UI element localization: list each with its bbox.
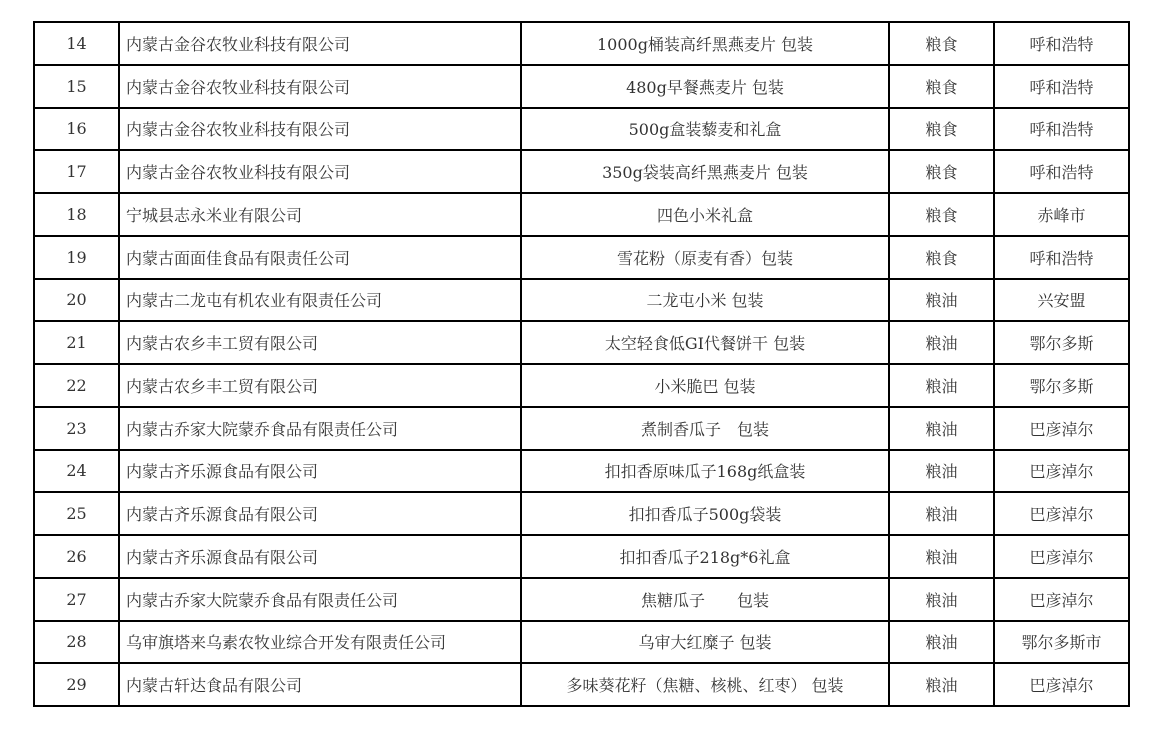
cell-row-number: 23	[34, 407, 119, 450]
table-row	[34, 663, 1129, 706]
cell-product: 1000g桶装高纤黑燕麦片 包装	[521, 22, 889, 65]
cell-row-number: 16	[34, 108, 119, 151]
cell-city: 鄂尔多斯	[994, 364, 1129, 407]
table-row	[34, 150, 1129, 193]
cell-product: 焦糖瓜子 包装	[521, 578, 889, 621]
table-row	[34, 407, 1129, 450]
cell-row-number: 25	[34, 492, 119, 535]
cell-row-number: 21	[34, 321, 119, 364]
cell-row-number: 14	[34, 22, 119, 65]
cell-company: 内蒙古乔家大院蒙乔食品有限责任公司	[119, 407, 521, 450]
cell-product: 雪花粉（原麦有香）包装	[521, 236, 889, 279]
cell-row-number: 29	[34, 663, 119, 706]
cell-row-number: 24	[34, 450, 119, 493]
table-row	[34, 108, 1129, 151]
cell-product: 扣扣香原味瓜子168g纸盒装	[521, 450, 889, 493]
cell-category: 粮油	[889, 321, 994, 364]
cell-category: 粮油	[889, 279, 994, 322]
cell-product: 350g袋装高纤黑燕麦片 包装	[521, 150, 889, 193]
cell-city: 兴安盟	[994, 279, 1129, 322]
cell-city: 巴彦淖尔	[994, 450, 1129, 493]
cell-city: 呼和浩特	[994, 236, 1129, 279]
cell-category: 粮食	[889, 150, 994, 193]
cell-category: 粮食	[889, 65, 994, 108]
cell-company: 内蒙古齐乐源食品有限公司	[119, 492, 521, 535]
cell-product: 小米脆巴 包装	[521, 364, 889, 407]
table-row	[34, 364, 1129, 407]
cell-category: 粮油	[889, 407, 994, 450]
cell-company: 内蒙古金谷农牧业科技有限公司	[119, 150, 521, 193]
cell-category: 粮油	[889, 663, 994, 706]
cell-category: 粮油	[889, 578, 994, 621]
table-row	[34, 492, 1129, 535]
table-row	[34, 450, 1129, 493]
table-row	[34, 22, 1129, 65]
table-row	[34, 621, 1129, 664]
table-row	[34, 578, 1129, 621]
cell-company: 乌审旗塔来乌素农牧业综合开发有限责任公司	[119, 621, 521, 664]
cell-row-number: 20	[34, 279, 119, 322]
cell-city: 呼和浩特	[994, 22, 1129, 65]
cell-category: 粮食	[889, 236, 994, 279]
cell-product: 二龙屯小米 包装	[521, 279, 889, 322]
cell-row-number: 28	[34, 621, 119, 664]
cell-category: 粮油	[889, 364, 994, 407]
cell-city: 鄂尔多斯	[994, 321, 1129, 364]
cell-city: 呼和浩特	[994, 65, 1129, 108]
cell-product: 500g盒装藜麦和礼盒	[521, 108, 889, 151]
cell-company: 内蒙古农乡丰工贸有限公司	[119, 364, 521, 407]
table-row	[34, 535, 1129, 578]
cell-row-number: 18	[34, 193, 119, 236]
table-row	[34, 321, 1129, 364]
cell-company: 宁城县志永米业有限公司	[119, 193, 521, 236]
cell-city: 巴彦淖尔	[994, 492, 1129, 535]
cell-city: 巴彦淖尔	[994, 663, 1129, 706]
cell-city: 赤峰市	[994, 193, 1129, 236]
table-row	[34, 236, 1129, 279]
cell-company: 内蒙古面面佳食品有限责任公司	[119, 236, 521, 279]
cell-row-number: 26	[34, 535, 119, 578]
cell-product: 多味葵花籽（焦糖、核桃、红枣） 包装	[521, 663, 889, 706]
cell-category: 粮食	[889, 193, 994, 236]
cell-category: 粮油	[889, 535, 994, 578]
cell-product: 煮制香瓜子 包装	[521, 407, 889, 450]
cell-company: 内蒙古农乡丰工贸有限公司	[119, 321, 521, 364]
cell-company: 内蒙古金谷农牧业科技有限公司	[119, 22, 521, 65]
cell-company: 内蒙古金谷农牧业科技有限公司	[119, 108, 521, 151]
cell-city: 鄂尔多斯市	[994, 621, 1129, 664]
cell-city: 巴彦淖尔	[994, 578, 1129, 621]
cell-product: 太空轻食低GI代餐饼干 包装	[521, 321, 889, 364]
cell-category: 粮油	[889, 450, 994, 493]
cell-city: 巴彦淖尔	[994, 407, 1129, 450]
cell-row-number: 15	[34, 65, 119, 108]
cell-company: 内蒙古金谷农牧业科技有限公司	[119, 65, 521, 108]
cell-product: 乌审大红糜子 包装	[521, 621, 889, 664]
cell-city: 呼和浩特	[994, 108, 1129, 151]
cell-product: 扣扣香瓜子218g*6礼盒	[521, 535, 889, 578]
products-table	[33, 21, 1130, 707]
cell-row-number: 17	[34, 150, 119, 193]
table-row	[34, 193, 1129, 236]
table-body	[34, 22, 1129, 706]
table-row	[34, 65, 1129, 108]
table-row	[34, 279, 1129, 322]
cell-company: 内蒙古轩达食品有限公司	[119, 663, 521, 706]
cell-category: 粮油	[889, 492, 994, 535]
cell-category: 粮食	[889, 22, 994, 65]
cell-company: 内蒙古乔家大院蒙乔食品有限责任公司	[119, 578, 521, 621]
cell-city: 呼和浩特	[994, 150, 1129, 193]
cell-category: 粮食	[889, 108, 994, 151]
cell-company: 内蒙古齐乐源食品有限公司	[119, 535, 521, 578]
cell-product: 扣扣香瓜子500g袋装	[521, 492, 889, 535]
cell-category: 粮油	[889, 621, 994, 664]
cell-row-number: 27	[34, 578, 119, 621]
cell-product: 四色小米礼盒	[521, 193, 889, 236]
cell-row-number: 22	[34, 364, 119, 407]
cell-product: 480g早餐燕麦片 包装	[521, 65, 889, 108]
cell-company: 内蒙古二龙屯有机农业有限责任公司	[119, 279, 521, 322]
cell-row-number: 19	[34, 236, 119, 279]
cell-company: 内蒙古齐乐源食品有限公司	[119, 450, 521, 493]
cell-city: 巴彦淖尔	[994, 535, 1129, 578]
